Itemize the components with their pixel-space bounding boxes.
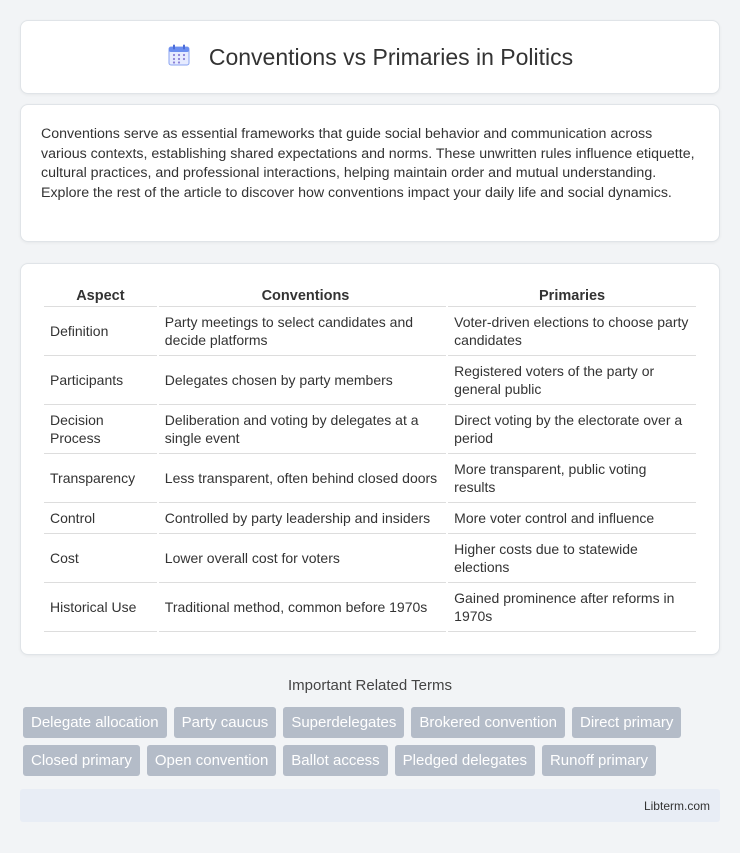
tag-open-convention[interactable]: Open convention <box>147 745 276 776</box>
header-conventions: Conventions <box>159 286 446 307</box>
tag-direct-primary[interactable]: Direct primary <box>572 707 681 738</box>
comparison-table <box>42 286 698 632</box>
table-cell: Less transparent, often behind closed doors <box>159 454 446 503</box>
tag-superdelegates[interactable]: Superdelegates <box>283 707 404 738</box>
calendar-icon <box>167 43 191 72</box>
tag-party-caucus[interactable]: Party caucus <box>174 707 277 738</box>
table-cell: More voter control and influence <box>448 503 696 534</box>
table-cell: Historical Use <box>44 583 157 632</box>
table-row <box>44 405 696 454</box>
table-row <box>44 534 696 583</box>
intro-text: Conventions serve as essential frameworks that guide social behavior and communication across various contexts, establishing shared expectations and norms. These unwritten rules influence etiquette, cultural practices, and professional interactions, helping maintain order and mutual understanding. Explore the rest of the article to discover how conventions impact your daily life and social dynamics. <box>41 126 695 201</box>
tag-closed-primary[interactable]: Closed primary <box>23 745 140 776</box>
table-row <box>44 583 696 632</box>
tag-ballot-access[interactable]: Ballot access <box>283 745 387 776</box>
title-wrap <box>167 43 573 72</box>
table-row <box>44 454 696 503</box>
table-cell: Controlled by party leadership and insiders <box>159 503 446 534</box>
tag-pledged-delegates[interactable]: Pledged delegates <box>395 745 535 776</box>
table-cell: Higher costs due to statewide elections <box>448 534 696 583</box>
table-cell: Lower overall cost for voters <box>159 534 446 583</box>
page-title: Conventions vs Primaries in Politics <box>208 43 574 70</box>
related-terms-tags <box>23 707 723 776</box>
header-aspect: Aspect <box>44 286 157 307</box>
table-cell: Voter-driven elections to choose party candidates <box>448 307 696 356</box>
tag-runoff-primary[interactable]: Runoff primary <box>542 745 656 776</box>
table-cell: Delegates chosen by party members <box>159 356 446 405</box>
table-cell: Gained prominence after reforms in 1970s <box>448 583 696 632</box>
header-primaries: Primaries <box>448 286 696 307</box>
table-cell: Control <box>44 503 157 534</box>
related-terms-title: Important Related Terms <box>288 677 452 694</box>
table-cell: Definition <box>44 307 157 356</box>
footer-brand-link[interactable]: Libterm.com <box>643 798 710 813</box>
table-cell: Direct voting by the electorate over a period <box>448 405 696 454</box>
footer <box>20 789 720 822</box>
comparison-table-card <box>20 263 720 655</box>
table-cell: More transparent, public voting results <box>448 454 696 503</box>
table-row <box>44 356 696 405</box>
table-cell: Transparency <box>44 454 157 503</box>
header-card <box>20 20 720 94</box>
table-row <box>44 503 696 534</box>
table-cell: Party meetings to select candidates and decide platforms <box>159 307 446 356</box>
table-cell: Registered voters of the party or general public <box>448 356 696 405</box>
table-cell: Deliberation and voting by delegates at a single event <box>159 405 446 454</box>
table-row <box>44 307 696 356</box>
tag-brokered-convention[interactable]: Brokered convention <box>411 707 565 738</box>
table-cell: Traditional method, common before 1970s <box>159 583 446 632</box>
table-cell: Cost <box>44 534 157 583</box>
intro-card <box>20 104 720 242</box>
table-cell: Decision Process <box>44 405 157 454</box>
table-cell: Participants <box>44 356 157 405</box>
tag-delegate-allocation[interactable]: Delegate allocation <box>23 707 167 738</box>
table-header-row <box>44 286 696 307</box>
